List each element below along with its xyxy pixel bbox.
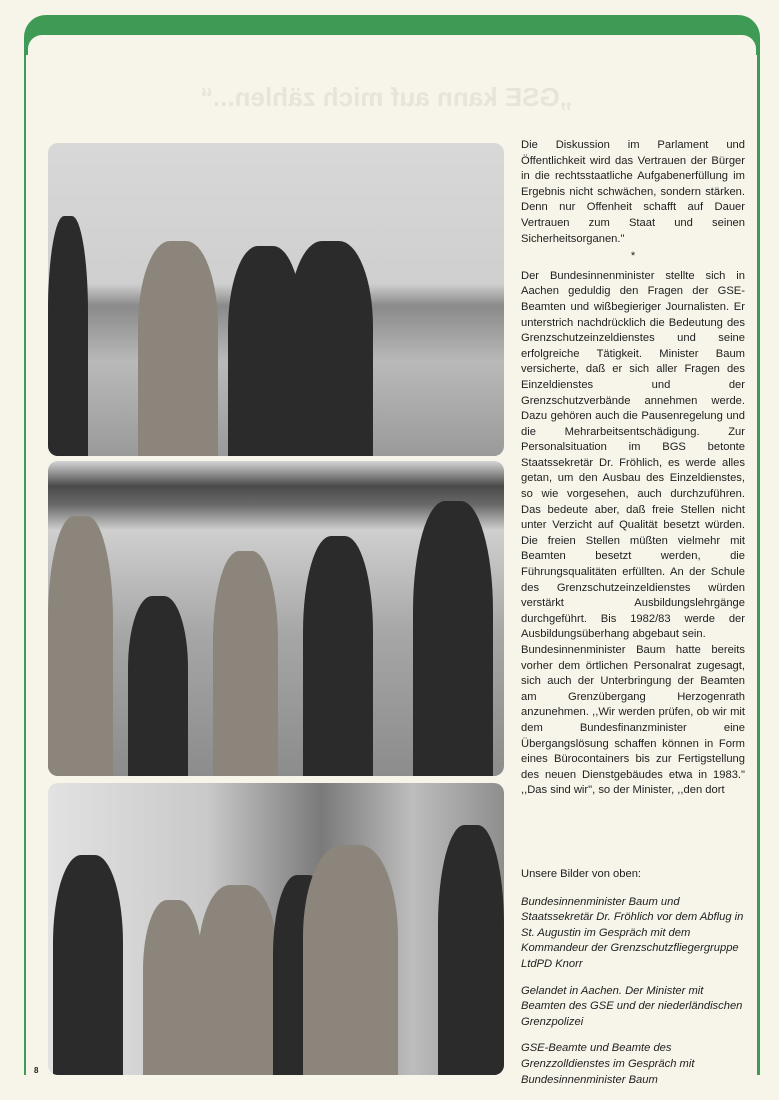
caption-2: Gelandet in Aachen. Der Minister mit Beamten des GSE und der niederländischen Grenzpolizei xyxy=(521,984,743,1028)
photo-landed-aachen xyxy=(48,461,504,776)
photo-gse-customs-officers xyxy=(48,783,504,1075)
photo-captions xyxy=(521,867,747,1099)
green-frame-right xyxy=(757,40,760,1075)
captions-heading: Unsere Bilder von oben: xyxy=(521,868,642,880)
page-number: 8 xyxy=(34,1066,39,1075)
photo-departure-st-augustin xyxy=(48,143,504,456)
green-frame-left xyxy=(24,40,26,1075)
article-text xyxy=(521,138,745,799)
separator-star: * xyxy=(630,250,636,263)
article-paragraph: Bundesinnenminister Baum hatte bereits vorher dem örtlichen Personalrat zugesagt, sich auch der Unterbringung der Beamten am Grenzübergang Herzogenrath anzunehmen. ,,Wir werden prüfen, ob wir mit dem Bundesfinanzminister eine Übergangslösung schaffen können in Form eines Bürocontainers bis zur Fertigstellung des neuen Dienstgebäudes etwa in 1983." ,,Das sind wir", so der Minister, ,,den dort xyxy=(521,644,745,797)
caption-3: GSE-Beamte und Beamte des Grenzzolldienstes im Gespräch mit Bundesinnenminister Baum xyxy=(521,1042,695,1086)
article-paragraph: Die Diskussion im Parlament und Öffentlichkeit wird das Vertrauen der Bürger in die rechtsstaatliche Aufgabenerfüllung im Ergebnis nicht schwächen, sondern stärken. Denn nur Offenheit schafft auf Dauer Vertrauen zum Staat und seinen Sicherheitsorganen." xyxy=(521,139,745,245)
caption-1: Bundesinnenminister Baum und Staatssekretär Dr. Fröhlich vor dem Abflug in St. Augustin im Gespräch mit dem Kommandeur der Grenzschutzfliegergruppe LtdPD Knorr xyxy=(521,895,744,970)
bleed-through-heading: „GSE kann auf mich zählen...“ xyxy=(200,82,573,112)
article-paragraph: Der Bundesinnenminister stellte sich in Aachen geduldig den Fragen der GSE-Beamten und wißbegieriger Journalisten. Er unterstrich nachdrücklich die Bedeutung des Grenzschutzeinzeldienstes und seine erfolgreiche Tätigkeit. Minister Baum versicherte, daß er sich aller Fragen des Einzeldienstes und der Grenzschutzverbände annehmen werde. Dazu gehören auch die Pausenregelung und die Mehrarbeitsentschädigung. Zur Personalsituation im BGS betonte Staatssekretär Dr. Fröhlich, es werde alles getan, um den Ausbau des Einzeldienstes, so wie vorgesehen, auch durchzuführen. Das bedeute aber, daß freie Stellen nicht unter Verzicht auf Qualität besetzt würden. Die freien Stellen müßten vielmehr mit Beamten besetzt werden, die Führungsqualitäten erfüllten. An der Schule des Grenzschutzeinzeldienstes würden verstärkt Ausbildungslehrgänge durchgeführt. Bis 1982/83 werde der Ausbildungsüberhang abgebaut sein. xyxy=(521,269,745,641)
